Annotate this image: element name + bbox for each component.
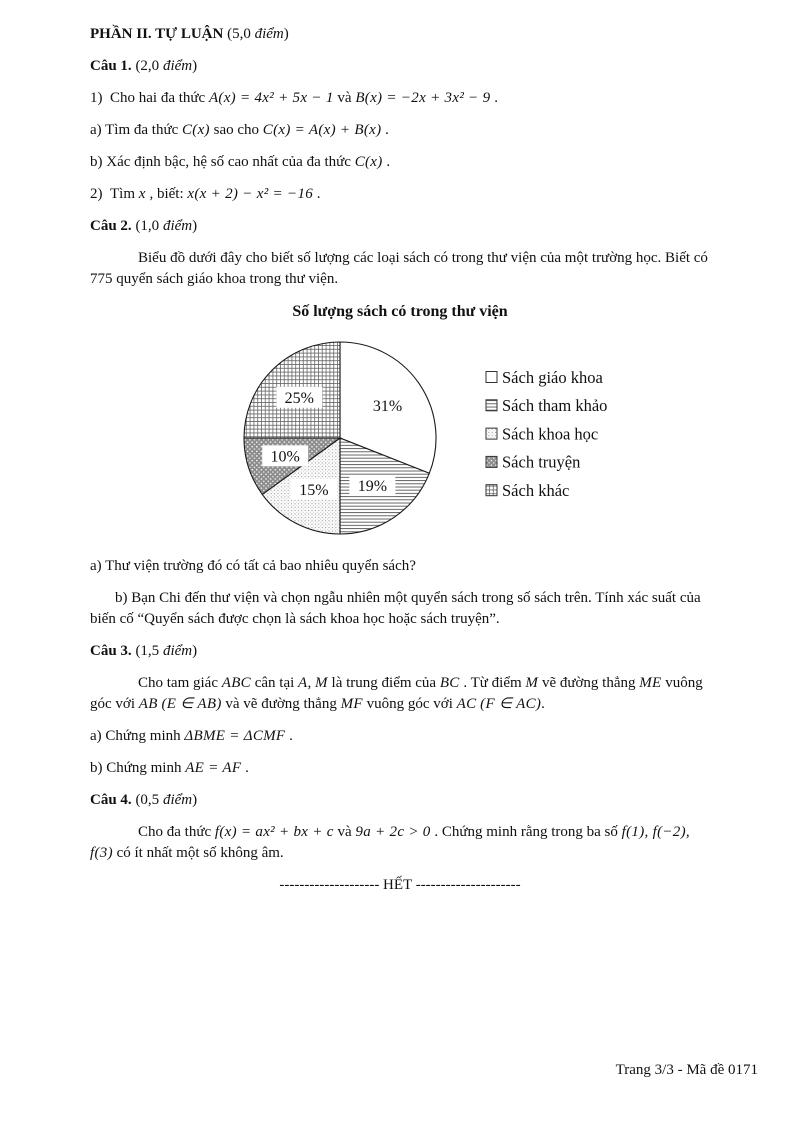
math-expression: C(x) xyxy=(354,154,383,170)
legend-swatch-icon xyxy=(486,485,497,496)
math-expression: B(x) = −2x + 3x² − 9 xyxy=(355,90,491,106)
page-footer: Trang 3/3 - Mã đề 0171 xyxy=(615,1062,758,1078)
text-segment: và xyxy=(333,90,356,106)
math-expression: (E ∈ AB) xyxy=(161,696,222,712)
math-expression: A(x) = 4x² + 5x − 1 xyxy=(208,90,334,106)
text-segment: vuông góc với xyxy=(90,675,703,712)
text-segment: . Chứng minh rằng trong ba số xyxy=(430,824,622,840)
slice-percent-label: 31% xyxy=(372,398,403,416)
pie-chart-figure xyxy=(90,326,710,545)
text-segment: b) Xác định bậc, hệ số cao nhất của đa thức xyxy=(90,154,355,170)
text-segment: điểm xyxy=(162,792,193,808)
text-segment: b) Chứng minh xyxy=(90,760,186,776)
text-segment: Cho đa thức xyxy=(138,824,215,840)
text-segment: 2) Tìm xyxy=(90,186,139,202)
math-expression: MF xyxy=(340,696,363,712)
legend-swatch-icon xyxy=(486,372,497,383)
legend-label: Sách giáo khoa xyxy=(502,367,603,387)
part-heading xyxy=(90,24,710,45)
text-segment: (2,0 xyxy=(135,58,163,74)
text-segment: và vẽ đường thẳng xyxy=(221,696,341,712)
math-expression: f(1), f(−2), f(3) xyxy=(90,824,690,861)
cau3-b xyxy=(90,758,710,779)
text-segment: Câu 1. xyxy=(90,58,136,74)
cau1-heading xyxy=(90,56,710,77)
text-segment: ) xyxy=(283,26,289,42)
text-segment: điểm xyxy=(254,26,284,42)
text-segment: . xyxy=(381,122,389,138)
math-expression: ΔBME = ΔCMF xyxy=(184,728,286,744)
text-segment: . xyxy=(285,728,293,744)
text-segment: (1,0 xyxy=(135,218,163,234)
text-segment: và xyxy=(333,824,356,840)
math-expression: (F ∈ AC) xyxy=(480,696,542,712)
text-segment: ) xyxy=(192,58,198,74)
text-segment: có ít nhất một số không âm. xyxy=(112,845,284,861)
cau3-intro xyxy=(90,673,710,715)
math-expression: AC xyxy=(456,696,477,712)
text-segment: . xyxy=(241,760,249,776)
math-expression: AE = AF xyxy=(185,760,242,776)
text-segment: (5,0 xyxy=(227,26,255,42)
legend-swatch-icon xyxy=(486,400,497,411)
legend-swatch-icon xyxy=(486,456,497,467)
math-expression: x(x + 2) − x² = −16 xyxy=(187,186,314,202)
math-expression: x xyxy=(138,186,146,202)
text-segment: Biểu đồ dưới đây cho biết số lượng các loại sách có trong thư viện của một trường học. Biết có 775 quyển sách giáo khoa trong thư viện. xyxy=(90,250,708,287)
math-expression: f(x) = ax² + bx + c xyxy=(214,824,334,840)
text-segment: a) Chứng minh xyxy=(90,728,185,744)
cau1-item2 xyxy=(90,184,710,205)
text-segment: là trung điểm của xyxy=(327,675,440,691)
text-segment: ) xyxy=(192,792,198,808)
math-expression: M xyxy=(315,675,328,691)
text-segment: vuông góc với xyxy=(362,696,457,712)
text-segment: . xyxy=(382,154,391,170)
text-segment: . xyxy=(313,186,321,202)
text-segment: a) Tìm đa thức xyxy=(90,122,182,138)
slice-percent-label: 15% xyxy=(299,481,329,499)
legend-item-3 xyxy=(486,453,580,472)
math-expression: BC xyxy=(439,675,460,691)
legend-item-2 xyxy=(486,424,598,443)
cau4-intro xyxy=(90,822,710,864)
math-expression: 9a + 2c > 0 xyxy=(355,824,431,840)
math-expression: C(x) xyxy=(182,122,210,138)
slice-percent-label: 25% xyxy=(284,389,314,407)
text-segment: Câu 3. xyxy=(90,643,136,659)
text-segment: (1,5 xyxy=(135,643,163,659)
text-segment: . Từ điểm xyxy=(459,675,526,691)
text-segment: ) xyxy=(192,218,198,234)
text-segment: a) Thư viện trường đó có tất cả bao nhiêu quyển sách? xyxy=(90,558,416,574)
cau1-item1a xyxy=(90,120,710,141)
text-segment: 1) Cho hai đa thức xyxy=(90,90,209,106)
legend-item-1 xyxy=(486,396,607,415)
slice-percent-label: 10% xyxy=(270,448,300,466)
document-body xyxy=(90,24,710,896)
text-segment: , xyxy=(307,675,315,691)
legend-label: Sách truyện xyxy=(502,452,581,472)
chart-title: Số lượng sách có trong thư viện xyxy=(292,303,508,320)
legend-label: Sách khác xyxy=(502,481,570,500)
cau2-a xyxy=(90,556,710,577)
text-segment: Câu 4. xyxy=(90,792,136,808)
het-line xyxy=(90,875,710,896)
legend-item-0 xyxy=(486,368,603,387)
text-segment: (0,5 xyxy=(135,792,163,808)
text-segment: . xyxy=(490,90,498,106)
text-segment: điểm xyxy=(162,643,193,659)
math-expression: ME xyxy=(639,675,662,691)
text-segment: . xyxy=(541,696,545,712)
text-segment: vẽ đường thẳng xyxy=(538,675,640,691)
cau1-item1b xyxy=(90,152,710,173)
text-segment: cân tại xyxy=(250,675,299,691)
text-segment: sao cho xyxy=(209,122,263,138)
text-segment: điểm xyxy=(162,58,193,74)
text-segment: PHẦN II. TỰ LUẬN xyxy=(90,26,228,42)
text-segment: , biết: xyxy=(145,186,188,202)
cau2-heading xyxy=(90,216,710,237)
cau4-heading xyxy=(90,790,710,811)
math-expression: AB xyxy=(138,696,158,712)
text-segment: Cho tam giác xyxy=(138,675,222,691)
slice-percent-label: 19% xyxy=(357,478,388,496)
cau2-intro xyxy=(90,248,710,290)
text-segment: điểm xyxy=(162,218,193,234)
cau3-heading xyxy=(90,641,710,662)
text-segment: -------------------- HẾT --------------------- xyxy=(279,877,521,893)
cau3-a xyxy=(90,726,710,747)
text-segment: ) xyxy=(192,643,198,659)
text-segment: b) Bạn Chi đến thư viện và chọn ngẫu nhiên một quyển sách trong số sách trên. Tính xác suất của biến cố “Quyển sách được chọn là sách khoa học hoặc sách truyện”. xyxy=(90,590,701,627)
legend-label: Sách tham khảo xyxy=(502,396,608,416)
cau1-item1 xyxy=(90,88,710,109)
chart-title xyxy=(90,301,710,322)
legend-item-4 xyxy=(486,481,569,500)
text-segment: Câu 2. xyxy=(90,218,136,234)
cau2-b xyxy=(90,588,710,630)
math-expression: M xyxy=(525,675,539,691)
legend-label: Sách khoa học xyxy=(502,424,599,444)
math-expression: C(x) = A(x) + B(x) xyxy=(262,122,382,138)
legend-swatch-icon xyxy=(486,428,497,439)
math-expression: ABC xyxy=(221,675,251,691)
pie-chart-svg xyxy=(90,326,710,540)
math-expression: A xyxy=(298,675,308,691)
